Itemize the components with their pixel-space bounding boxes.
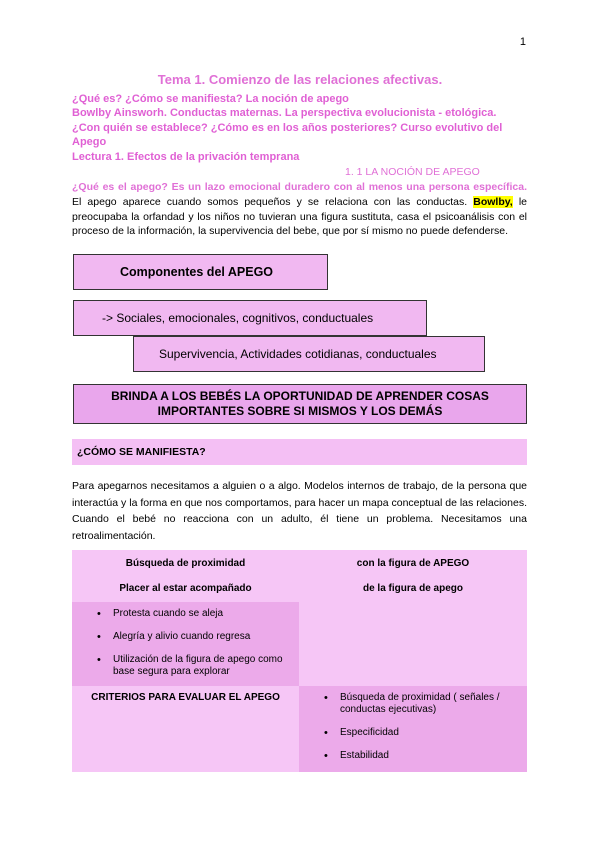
section-heading: 1. 1 LA NOCIÓN DE APEGO	[345, 166, 480, 178]
manifiesta-paragraph: Para apegarnos necesitamos a alguien o a algo. Modelos internos de trabajo, de la persona que interactúa y la forma en que nos comportamos, para hacer un mapa conceptual de las relaciones. Cuando el bebé no reacciona con un adulto, él tiene un problema. Necesitamos una retroalimentación.	[72, 480, 527, 542]
criterios-list	[322, 692, 520, 773]
criterios-label: CRITERIOS PARA EVALUAR EL APEGO	[91, 692, 280, 703]
intro-text-1: El apego aparece cuando somos pequeños y se relaciona con las conductas.	[72, 195, 474, 208]
con-figura-apego: con la figura de APEGO	[356, 558, 470, 569]
subtitle-4: Lectura 1. Efectos de la privación temprana	[72, 151, 300, 163]
list-item: • Estabilidad	[322, 750, 520, 762]
intro-paragraph	[72, 180, 527, 239]
intro-question: ¿Qué es el apego? Es un lazo emocional duradero con al menos una persona específica.	[72, 181, 527, 193]
componentes-box: Componentes del APEGO	[73, 254, 328, 290]
list-item: • Alegría y alivio cuando regresa	[95, 631, 290, 643]
brinda-box: BRINDA A LOS BEBÉS LA OPORTUNIDAD DE APRENDER COSAS IMPORTANTES SOBRE SI MISMOS Y LOS DEMÁS	[73, 384, 527, 424]
de-figura-apego: de la figura de apego	[362, 583, 464, 594]
subtitle-2: Bowlby Ainsworh. Conductas maternas. La perspectiva evolucionista - etológica.	[72, 107, 497, 119]
busqueda-proximidad: Búsqueda de proximidad	[125, 558, 246, 569]
page-number: 1	[519, 36, 526, 48]
manifestations-list	[95, 608, 290, 689]
placer-acompanado: Placer al estar acompañado	[119, 583, 252, 594]
supervivencia-box: Supervivencia, Actividades cotidianas, conductuales	[133, 336, 485, 372]
table-empty-right-cell	[299, 602, 527, 686]
subtitle-1: ¿Qué es? ¿Cómo se manifiesta? La noción de apego	[72, 93, 349, 105]
bowlby-highlight: Bowlby,	[473, 195, 513, 208]
manifiesta-heading: ¿CÓMO SE MANIFIESTA?	[72, 439, 527, 465]
list-item: • Especificidad	[322, 727, 520, 739]
intro-text-2: le preocupaba la orfandad y los niños no tuvieran una figura sustituta, casa el psicoanálisis con el proceso de la información, la supervivencia del bebe, que por sí mismo no puede defenderse.	[72, 195, 527, 238]
page-title: Tema 1. Comienzo de las relaciones afectivas.	[157, 72, 443, 87]
subtitle-3: ¿Con quién se establece? ¿Cómo es en los años posteriores? Curso evolutivo del Apego	[72, 122, 503, 148]
list-item: • Búsqueda de proximidad ( señales / conductas ejecutivas)	[322, 692, 520, 716]
list-item: • Utilización de la figura de apego como base segura para explorar	[95, 654, 290, 678]
list-item: • Protesta cuando se aleja	[95, 608, 290, 620]
sociales-box: -> Sociales, emocionales, cognitivos, conductuales	[73, 300, 427, 336]
